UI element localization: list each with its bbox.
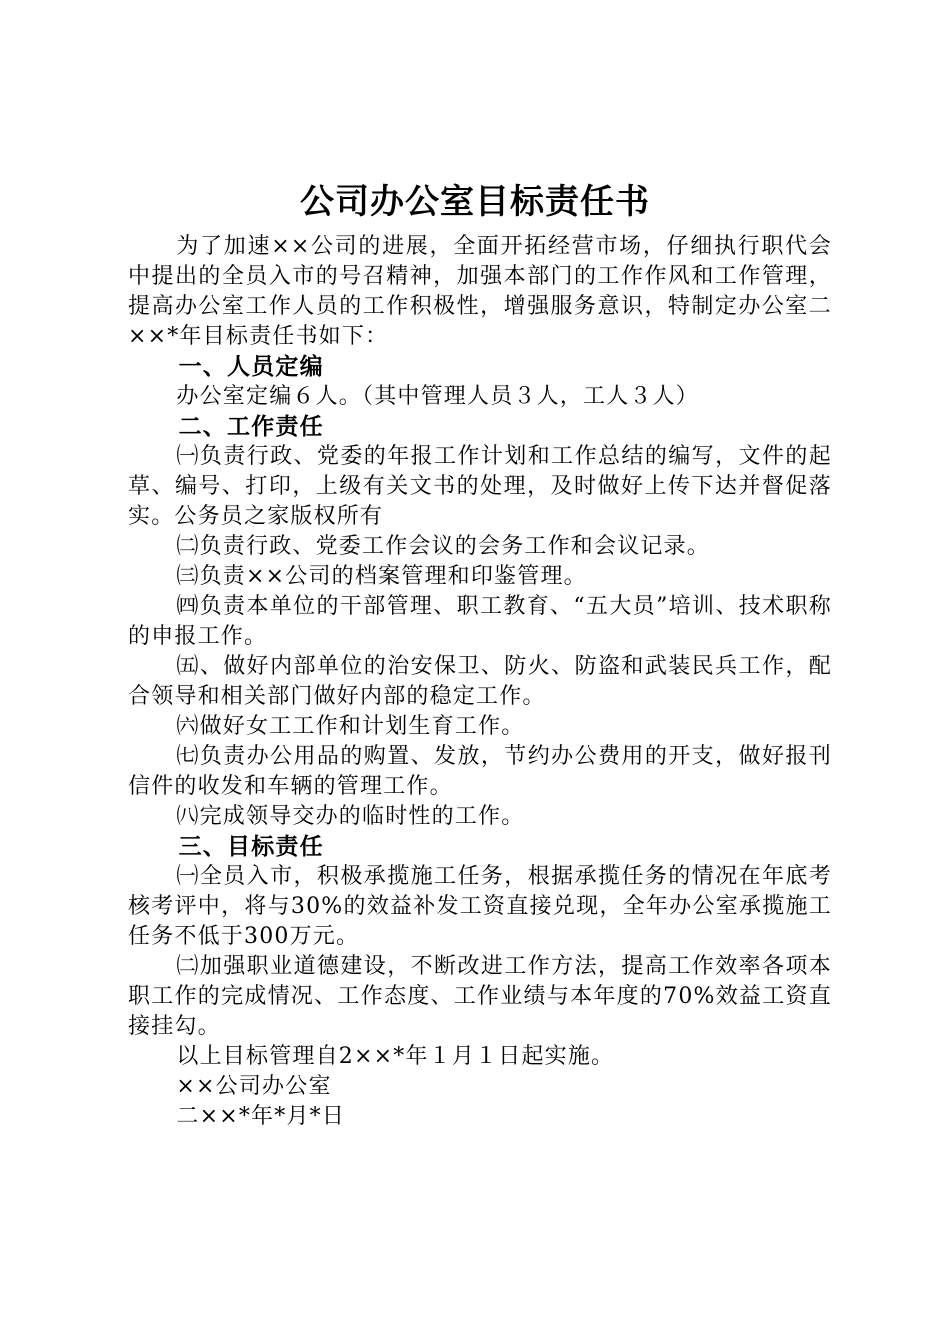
intro-paragraph: 为了加速××公司的进展，全面开拓经营市场，仔细执行职代会中提出的全员入市的号召精神，加强本部门的工作作风和工作管理，提高办公室工作人员的工作积极性，增强服务意识，特制定办公室二××*年目标责任书如下： (128, 234, 832, 349)
section-heading-responsibilities: 二、工作责任 (178, 413, 324, 440)
responsibility-item: ㈡负责行政、党委工作会议的会务工作和会议记录。 (176, 534, 710, 559)
responsibility-item: ㈢负责××公司的档案管理和印鉴管理。 (176, 564, 587, 589)
responsibility-item: ㈥做好女工工作和计划生育工作。 (176, 714, 525, 739)
closing-paragraph: 以上目标管理自2××*年１月１日起实施。 (176, 1044, 615, 1069)
staffing-paragraph: 办公室定编６人。（其中管理人员３人，工人３人） (176, 384, 699, 409)
responsibility-item: ㈠负责行政、党委的年报工作计划和工作总结的编写，文件的起草、编号、打印，上级有关文书的处理，及时做好上传下达并督促落实。公务员之家版权所有 (128, 444, 832, 529)
responsibility-item: ㈣负责本单位的干部管理、职工教育、“五大员”培训、技术职称的申报工作。 (128, 594, 832, 649)
signature-line: ××公司办公室 (176, 1074, 332, 1099)
responsibility-item: ㈦负责办公用品的购置、发放，节约办公费用的开支，做好报刊信件的收发和车辆的管理工作。 (128, 744, 832, 799)
target-item: ㈠全员入市，积极承揽施工任务，根据承揽任务的情况在年底考核考评中，将与30%的效益补发工资直接兑现，全年办公室承揽施工任务不低于300万元。 (128, 864, 832, 949)
responsibility-item: ㈤、做好内部单位的治安保卫、防火、防盗和武装民兵工作，配合领导和相关部门做好内部的稳定工作。 (128, 654, 832, 709)
date-line: 二××*年*月*日 (176, 1104, 346, 1129)
document-body (128, 232, 832, 1132)
document-title: 公司办公室目标责任书 (300, 182, 650, 222)
section-heading-staffing: 一、人员定编 (178, 353, 324, 380)
target-item: ㈡加强职业道德建设，不断改进工作方法，提高工作效率各项本职工作的完成情况、工作态度、工作业绩与本年度的70%效益工资直接挂勾。 (128, 954, 832, 1039)
section-heading-targets: 三、目标责任 (178, 833, 324, 860)
responsibility-item: ㈧完成领导交办的临时性的工作。 (176, 804, 525, 829)
